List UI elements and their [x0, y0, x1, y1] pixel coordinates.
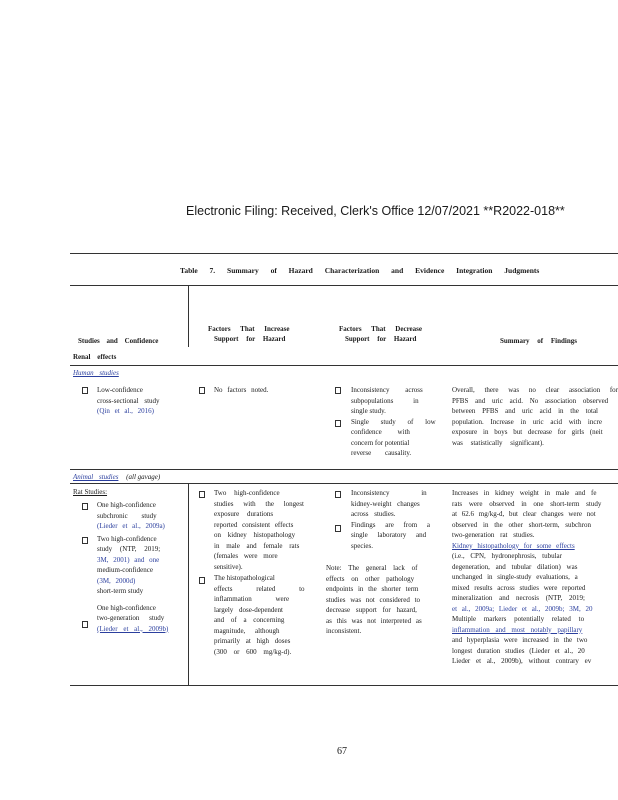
bullet-icon: [335, 387, 341, 394]
animal-studies-cell: One high-confidence subchronic study (Lieder et al., 2009a) Two high-confidence study (NTP, 2019; 3M, 2001) and one medium-confidence (3M, 2000d) short-term study One high-confidence two-generation study (Lieder et al., 2009b): [97, 501, 169, 633]
col-header-decrease: Factors That Decrease Support for Hazard: [339, 325, 422, 343]
human-increase-cell: No factors noted.: [214, 386, 269, 394]
animal-studies-link[interactable]: Animal studies: [73, 473, 119, 481]
bullet-icon: [199, 491, 205, 498]
bullet-icon: [199, 577, 205, 584]
animal-studies-suffix: (all gavage): [126, 473, 161, 481]
table-top-rule: [70, 253, 618, 254]
column-divider: [188, 285, 189, 347]
caption-bottom-rule: [70, 285, 618, 286]
human-study-cell: Low-confidence cross-sectional study (Qin et al., 2016): [97, 386, 160, 415]
animal-summary-cell: Increases in kidney weight in male and fe rats were observed in one short-term study at 62.6 mg/kg-d, but clear changes were not observed in the other short-term, subchron two-generation rat studies. Kidney histopathology for some effects (i.e., CPN, hydronephrosis, tubular degeneration, and tubular dilation) was unchanged in single-study evaluations, a mixed results across studies were reported mineralization and necrosis (NTP, 2019; et al., 2009a; Lieder et al., 2009b; 3M, 20 Multiple markers potentially related to inflammation and most notably papillary and hyperplasia were increased in the two longest duration studies (Lieder et al., 20 Lieder et al., 2009b), without contrary ev: [452, 489, 602, 665]
column-divider-animal: [188, 483, 189, 685]
bullet-icon: [335, 420, 341, 427]
bullet-icon: [82, 621, 88, 628]
animal-increase-cell: Two high-confidence studies with the longest exposure durations reported consistent effects on kidney histopathology in male and female rats (females were more sensitive). The histopathological effects related to inflammation were largely dose-dependent and of a concerning magnitude, although primarily at high doses (300 or 600 mg/kg-d).: [214, 489, 305, 656]
rat-studies-label: Rat Studies:: [73, 488, 108, 496]
bullet-icon: [335, 525, 341, 532]
animal-decrease-cell: Inconsistency in kidney-weight changes across studies. Findings are from a single laboratory and species.: [351, 489, 431, 550]
section-renal-effects: Renal effects: [73, 353, 117, 361]
animal-decrease-note: Note: The general lack of effects on other pathology endpoints in the shorter term studies was not considered to decrease support for hazard, as this was not interpreted as inconsistent.: [326, 564, 422, 635]
animal-header-rule: [70, 469, 618, 470]
human-summary-cell: Overall, there was no clear association for PFBS and uric acid. No association observed between PFBS and uric acid in the total population. Increase in uric acid with incre exposure in boys but decrease for girls (neit was statistically significant).: [452, 386, 618, 447]
human-decrease-cell: Inconsistency across subpopulations in single study. Single study of low confidence with concern for potential reverse causality.: [351, 386, 436, 457]
human-studies-label[interactable]: Human studies: [73, 369, 119, 377]
animal-studies-label: [73, 472, 160, 483]
bullet-icon: [199, 387, 205, 394]
bullet-icon: [82, 503, 88, 510]
table-bottom-rule: [70, 685, 618, 686]
table-caption: Table 7. Summary of Hazard Characterization and Evidence Integration Judgments: [180, 266, 540, 275]
bullet-icon: [82, 537, 88, 544]
filing-header: Electronic Filing: Received, Clerk's Office 12/07/2021 **R2022-018**: [186, 204, 565, 218]
bullet-icon: [82, 387, 88, 394]
human-header-rule: [70, 365, 618, 366]
animal-sub-rule: [70, 483, 618, 484]
bullet-icon: [335, 491, 341, 498]
col-header-increase: Factors That Increase Support for Hazard: [208, 325, 290, 343]
col-header-summary: Summary of Findings: [500, 337, 577, 345]
page-number: 67: [337, 746, 347, 757]
col-header-studies: Studies and Confidence: [78, 337, 159, 345]
